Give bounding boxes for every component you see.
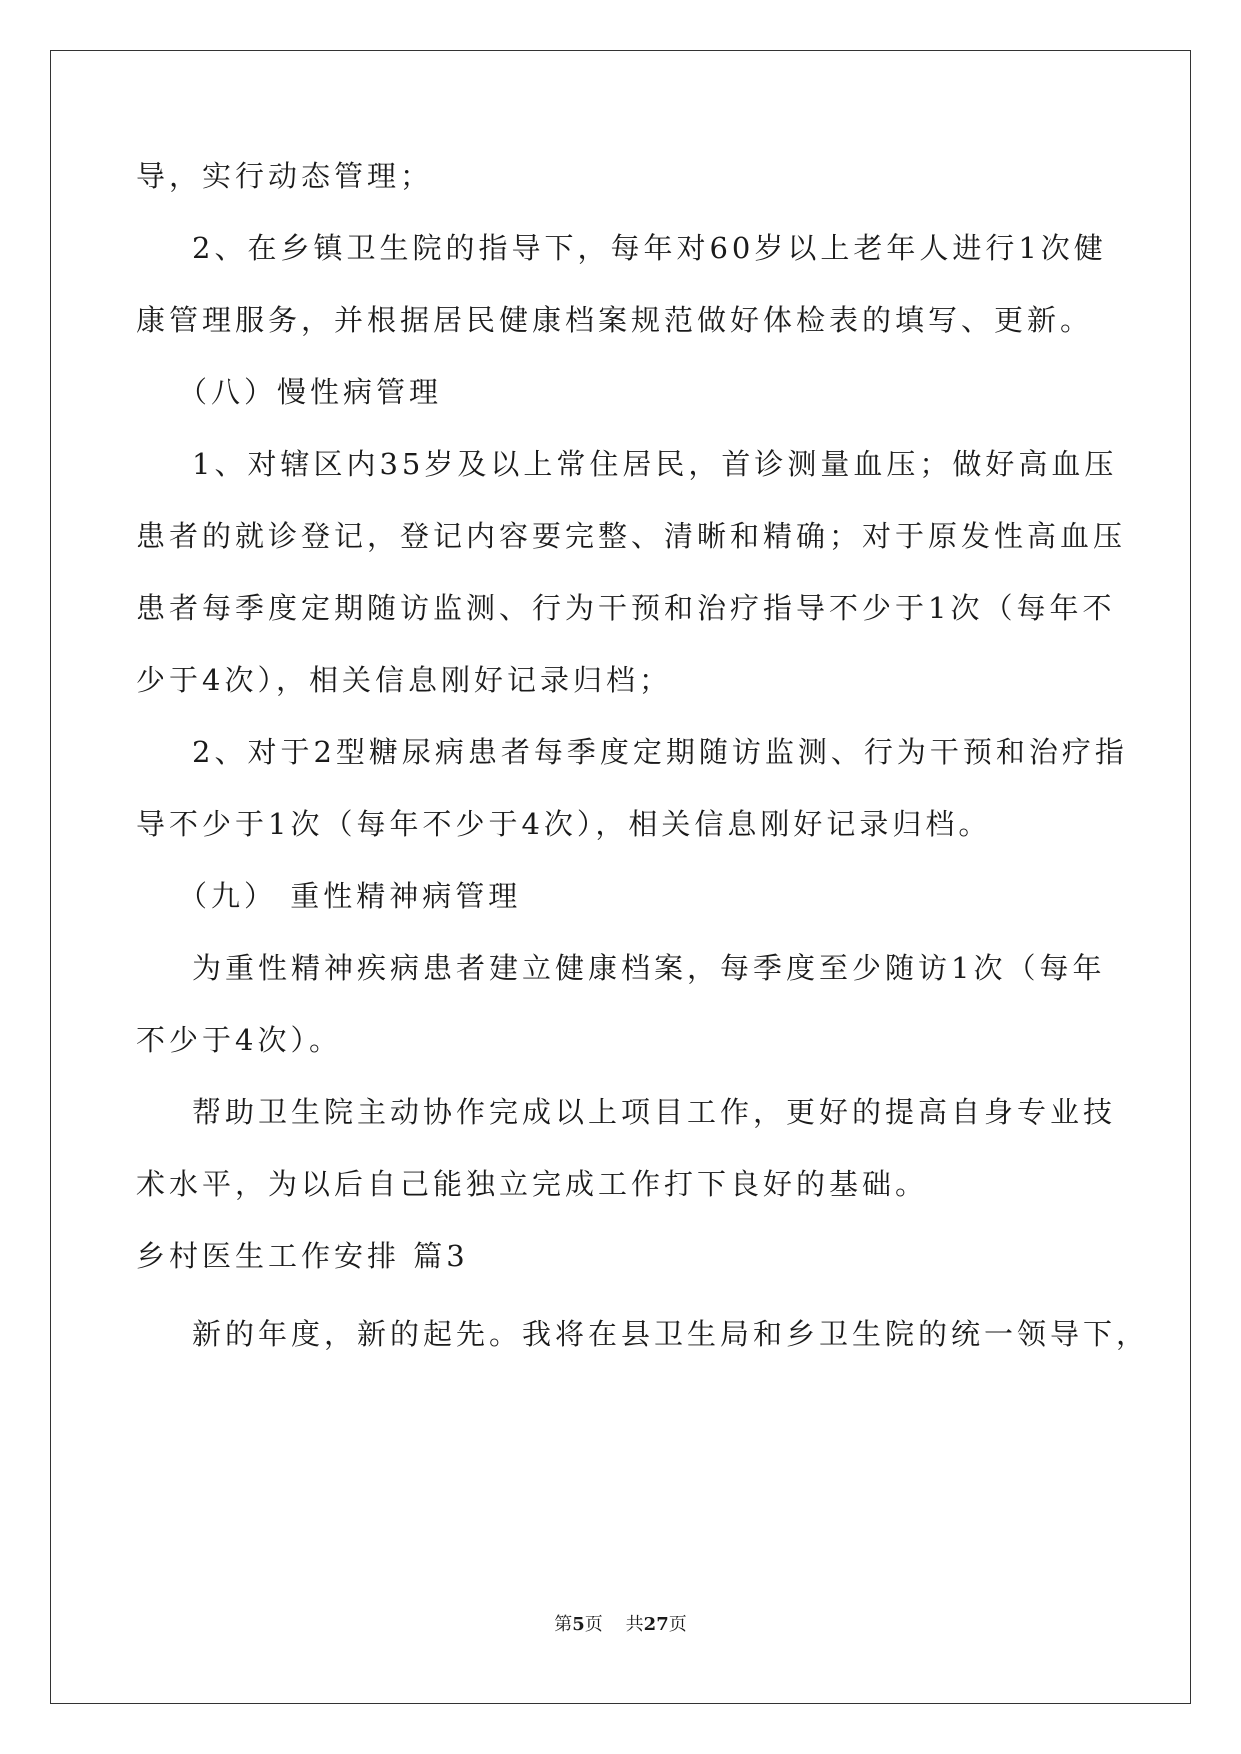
footer-page-number: 5 [572, 1614, 585, 1635]
section-heading: （八）慢性病管理 [178, 375, 443, 409]
text-line: 患者每季度定期随访监测、行为干预和治疗指导不少于1次（每年不 [136, 591, 1116, 625]
article-heading: 乡村医生工作安排 篇3 [136, 1239, 469, 1273]
text-line: 不少于4次）。 [136, 1023, 342, 1057]
footer-page-suffix: 页 [584, 1614, 603, 1635]
footer-total-pages: 27 [643, 1614, 669, 1635]
section-heading: （九） 重性精神病管理 [178, 879, 522, 913]
page-border [50, 50, 1191, 1704]
text-line: 2、在乡镇卫生院的指导下，每年对60岁以上老年人进行1次健 [192, 231, 1107, 265]
text-line: 术水平，为以后自己能独立完成工作打下良好的基础。 [136, 1167, 929, 1201]
footer-total-suffix: 页 [668, 1614, 687, 1635]
text-line: 2、对于2型糖尿病患者每季度定期随访监测、行为干预和治疗指 [192, 735, 1128, 769]
text-line: 新的年度，新的起先。我将在县卫生局和乡卫生院的统一领导下， [192, 1317, 1150, 1351]
text-line: 少于4次），相关信息刚好记录归档； [136, 663, 672, 697]
text-line: 为重性精神疾病患者建立健康档案，每季度至少随访1次（每年 [192, 951, 1106, 985]
page-footer [0, 1610, 1241, 1636]
text-line: 导不少于1次（每年不少于4次），相关信息刚好记录归档。 [136, 807, 992, 841]
text-line: 康管理服务，并根据居民健康档案规范做好体检表的填写、更新。 [136, 303, 1094, 337]
footer-prefix: 第 [554, 1614, 573, 1635]
text-line: 1、对辖区内35岁及以上常住居民，首诊测量血压；做好高血压 [192, 447, 1118, 481]
text-line: 患者的就诊登记，登记内容要完整、清晰和精确；对于原发性高血压 [136, 519, 1127, 553]
text-line: 导，实行动态管理； [136, 159, 434, 193]
footer-total-prefix: 共 [625, 1614, 644, 1635]
text-line: 帮助卫生院主动协作完成以上项目工作，更好的提高自身专业技 [192, 1095, 1117, 1129]
